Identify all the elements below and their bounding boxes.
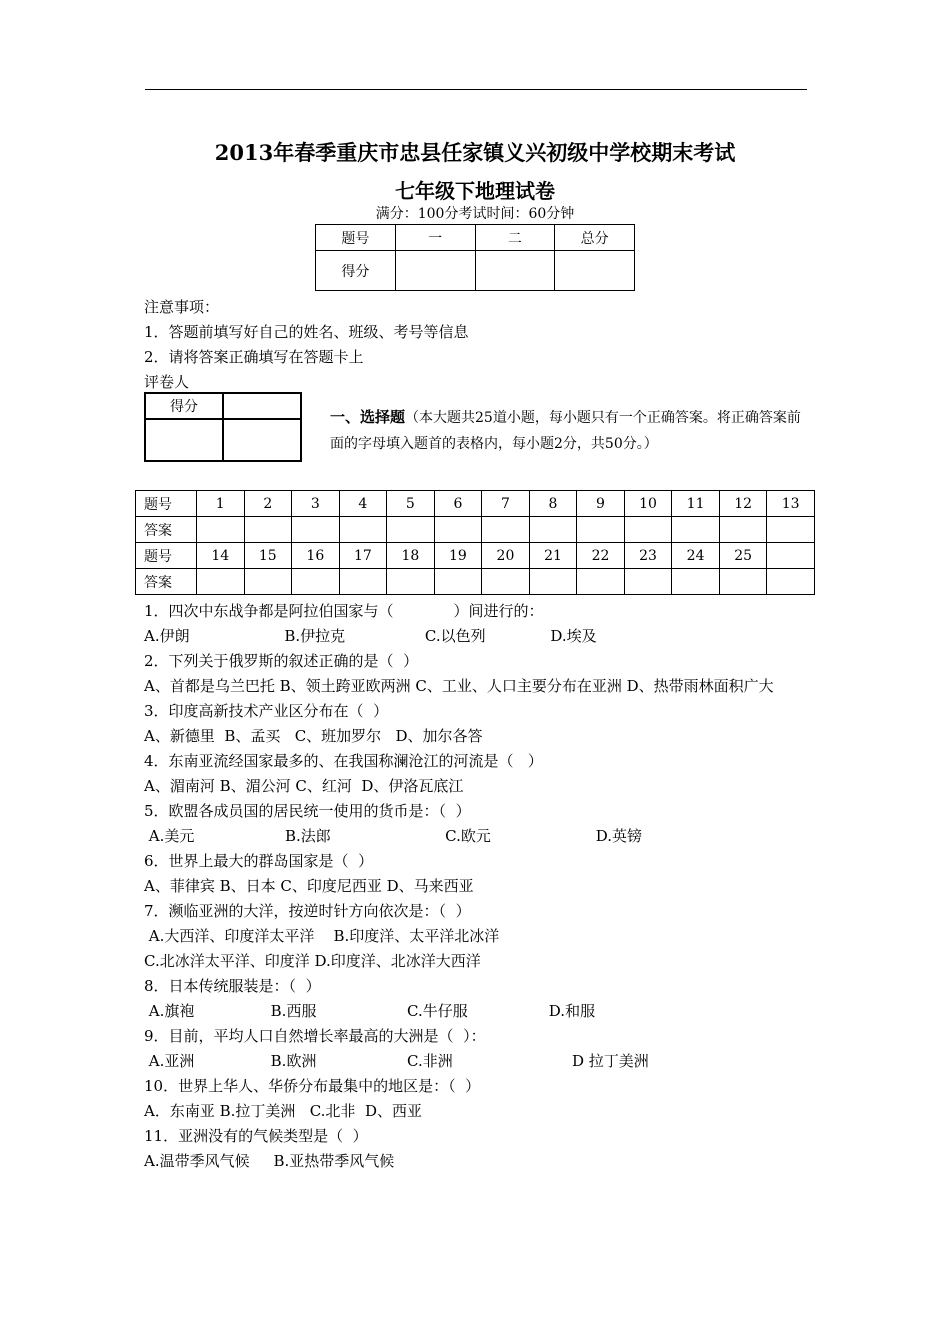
section-one-heading [330, 404, 810, 457]
question-line: A、新德里 B、孟买 C、班加罗尔 D、加尔各答 [144, 727, 483, 745]
question-number: 5 [387, 491, 435, 517]
notes-item: 1．答题前填写好自己的姓名、班级、考号等信息 [144, 323, 469, 341]
question-line: 7．濒临亚洲的大洋，按逆时针方向依次是：（ ） [144, 902, 471, 920]
answer-cell[interactable] [482, 569, 530, 595]
answer-cell[interactable] [244, 517, 292, 543]
question-number: 11 [672, 491, 720, 517]
score-header: 二 [475, 225, 555, 251]
answer-cell[interactable] [767, 517, 815, 543]
answer-cell[interactable] [339, 569, 387, 595]
answer-grid-label: 答案 [136, 569, 197, 595]
score-header: 一 [395, 225, 475, 251]
question-number: 6 [434, 491, 482, 517]
question-number [767, 543, 815, 569]
question-number: 14 [197, 543, 245, 569]
question-list [144, 599, 814, 1174]
answer-cell[interactable] [292, 517, 340, 543]
answer-cell[interactable] [529, 517, 577, 543]
score-header: 题号 [316, 225, 396, 251]
score-cell[interactable] [555, 251, 635, 291]
notes [144, 295, 469, 395]
answer-cell[interactable] [387, 517, 435, 543]
question-line: A、首都是乌兰巴托 B、领土跨亚欧两洲 C、工业、人口主要分布在亚洲 D、热带雨林面积广大 [144, 677, 774, 695]
answer-cell[interactable] [434, 569, 482, 595]
question-number: 3 [292, 491, 340, 517]
answer-cell[interactable] [197, 569, 245, 595]
question-number: 7 [482, 491, 530, 517]
notes-item: 2．请将答案正确填写在答题卡上 [144, 348, 364, 366]
question-number: 13 [767, 491, 815, 517]
answer-cell[interactable] [672, 569, 720, 595]
answer-cell[interactable] [719, 569, 767, 595]
score-cell[interactable] [395, 251, 475, 291]
exam-title: 2013年春季重庆市忠县任家镇义兴初级中学校期末考试 [214, 140, 736, 165]
grader-cell[interactable] [145, 419, 223, 461]
section-desc: （本大题共25道小题，每小题只有一个正确答案。将正确答案前面的字母填入题首的表格内，每小题2分，共50分。） [330, 410, 801, 452]
question-number: 23 [624, 543, 672, 569]
question-line: 10．世界上华人、华侨分布最集中的地区是：（ ） [144, 1077, 481, 1095]
question-number: 24 [672, 543, 720, 569]
answer-cell[interactable] [624, 517, 672, 543]
answer-cell[interactable] [719, 517, 767, 543]
question-number: 8 [529, 491, 577, 517]
answer-cell[interactable] [767, 569, 815, 595]
grader-box [144, 392, 302, 462]
answer-grid-label: 题号 [136, 491, 197, 517]
question-number: 10 [624, 491, 672, 517]
answer-grid [135, 490, 815, 595]
answer-cell[interactable] [244, 569, 292, 595]
score-header: 总分 [555, 225, 635, 251]
answer-grid-label: 答案 [136, 517, 197, 543]
question-number: 18 [387, 543, 435, 569]
answer-cell[interactable] [624, 569, 672, 595]
question-number: 17 [339, 543, 387, 569]
question-line: A.美元 B.法郎 C.欧元 D.英镑 [144, 827, 643, 845]
grader-label: 评卷人 [144, 373, 190, 391]
question-number: 4 [339, 491, 387, 517]
question-line: 4．东南亚流经国家最多的、在我国称澜沧江的河流是（ ） [144, 752, 543, 770]
answer-cell[interactable] [577, 517, 625, 543]
answer-cell[interactable] [292, 569, 340, 595]
question-number: 19 [434, 543, 482, 569]
exam-subtitle: 七年级下地理试卷 [395, 179, 555, 203]
answer-cell[interactable] [672, 517, 720, 543]
notes-heading: 注意事项： [144, 298, 220, 316]
score-table [315, 224, 635, 291]
score-cell[interactable] [475, 251, 555, 291]
answer-cell[interactable] [529, 569, 577, 595]
grader-cell[interactable] [223, 419, 301, 461]
answer-cell[interactable] [387, 569, 435, 595]
question-line: A、菲律宾 B、日本 C、印度尼西亚 D、马来西亚 [144, 877, 474, 895]
question-line: 8．日本传统服装是：（ ） [144, 977, 321, 995]
answer-cell[interactable] [197, 517, 245, 543]
grader-cell[interactable] [223, 393, 301, 419]
question-line: 2．下列关于俄罗斯的叙述正确的是（ ） [144, 652, 419, 670]
question-line: A.亚洲 B.欧洲 C.非洲 D 拉丁美洲 [144, 1052, 649, 1070]
header-rule [145, 89, 807, 90]
question-line: 5．欧盟各成员国的居民统一使用的货币是：（ ） [144, 802, 471, 820]
section-title: 一、选择题 [330, 408, 406, 426]
question-line: C.北冰洋太平洋、印度洋 D.印度洋、北冰洋大西洋 [144, 952, 481, 970]
question-line: 3．印度高新技术产业区分布在（ ） [144, 702, 389, 720]
question-line: A．东南亚 B.拉丁美洲 C.北非 D、西亚 [144, 1102, 422, 1120]
answer-cell[interactable] [577, 569, 625, 595]
question-number: 15 [244, 543, 292, 569]
question-line: 6．世界上最大的群岛国家是（ ） [144, 852, 374, 870]
question-number: 16 [292, 543, 340, 569]
question-line: A.大西洋、印度洋太平洋 B.印度洋、太平洋北冰洋 [144, 927, 500, 945]
question-line: A.旗袍 B.西服 C.牛仔服 D.和服 [144, 1002, 596, 1020]
answer-cell[interactable] [482, 517, 530, 543]
answer-cell[interactable] [434, 517, 482, 543]
question-number: 2 [244, 491, 292, 517]
question-line: 1．四次中东战争都是阿拉伯国家与（ ）间进行的： [144, 602, 544, 620]
grader-score-label: 得分 [145, 393, 223, 419]
question-line: 11．亚洲没有的气候类型是（ ） [144, 1127, 368, 1145]
score-row-label: 得分 [316, 251, 396, 291]
answer-cell[interactable] [339, 517, 387, 543]
question-number: 20 [482, 543, 530, 569]
exam-info: 满分：100分考试时间：60分钟 [375, 206, 575, 222]
question-number: 9 [577, 491, 625, 517]
question-line: A.温带季风气候 B.亚热带季风气候 [144, 1152, 395, 1170]
answer-grid-label: 题号 [136, 543, 197, 569]
question-number: 1 [197, 491, 245, 517]
question-line: 9．目前，平均人口自然增长率最高的大洲是（ ）： [144, 1027, 486, 1045]
question-number: 12 [719, 491, 767, 517]
question-line: A.伊朗 B.伊拉克 C.以色列 D.埃及 [144, 627, 597, 645]
question-number: 25 [719, 543, 767, 569]
question-line: A、湄南河 B、湄公河 C、红河 D、伊洛瓦底江 [144, 777, 464, 795]
question-number: 21 [529, 543, 577, 569]
question-number: 22 [577, 543, 625, 569]
